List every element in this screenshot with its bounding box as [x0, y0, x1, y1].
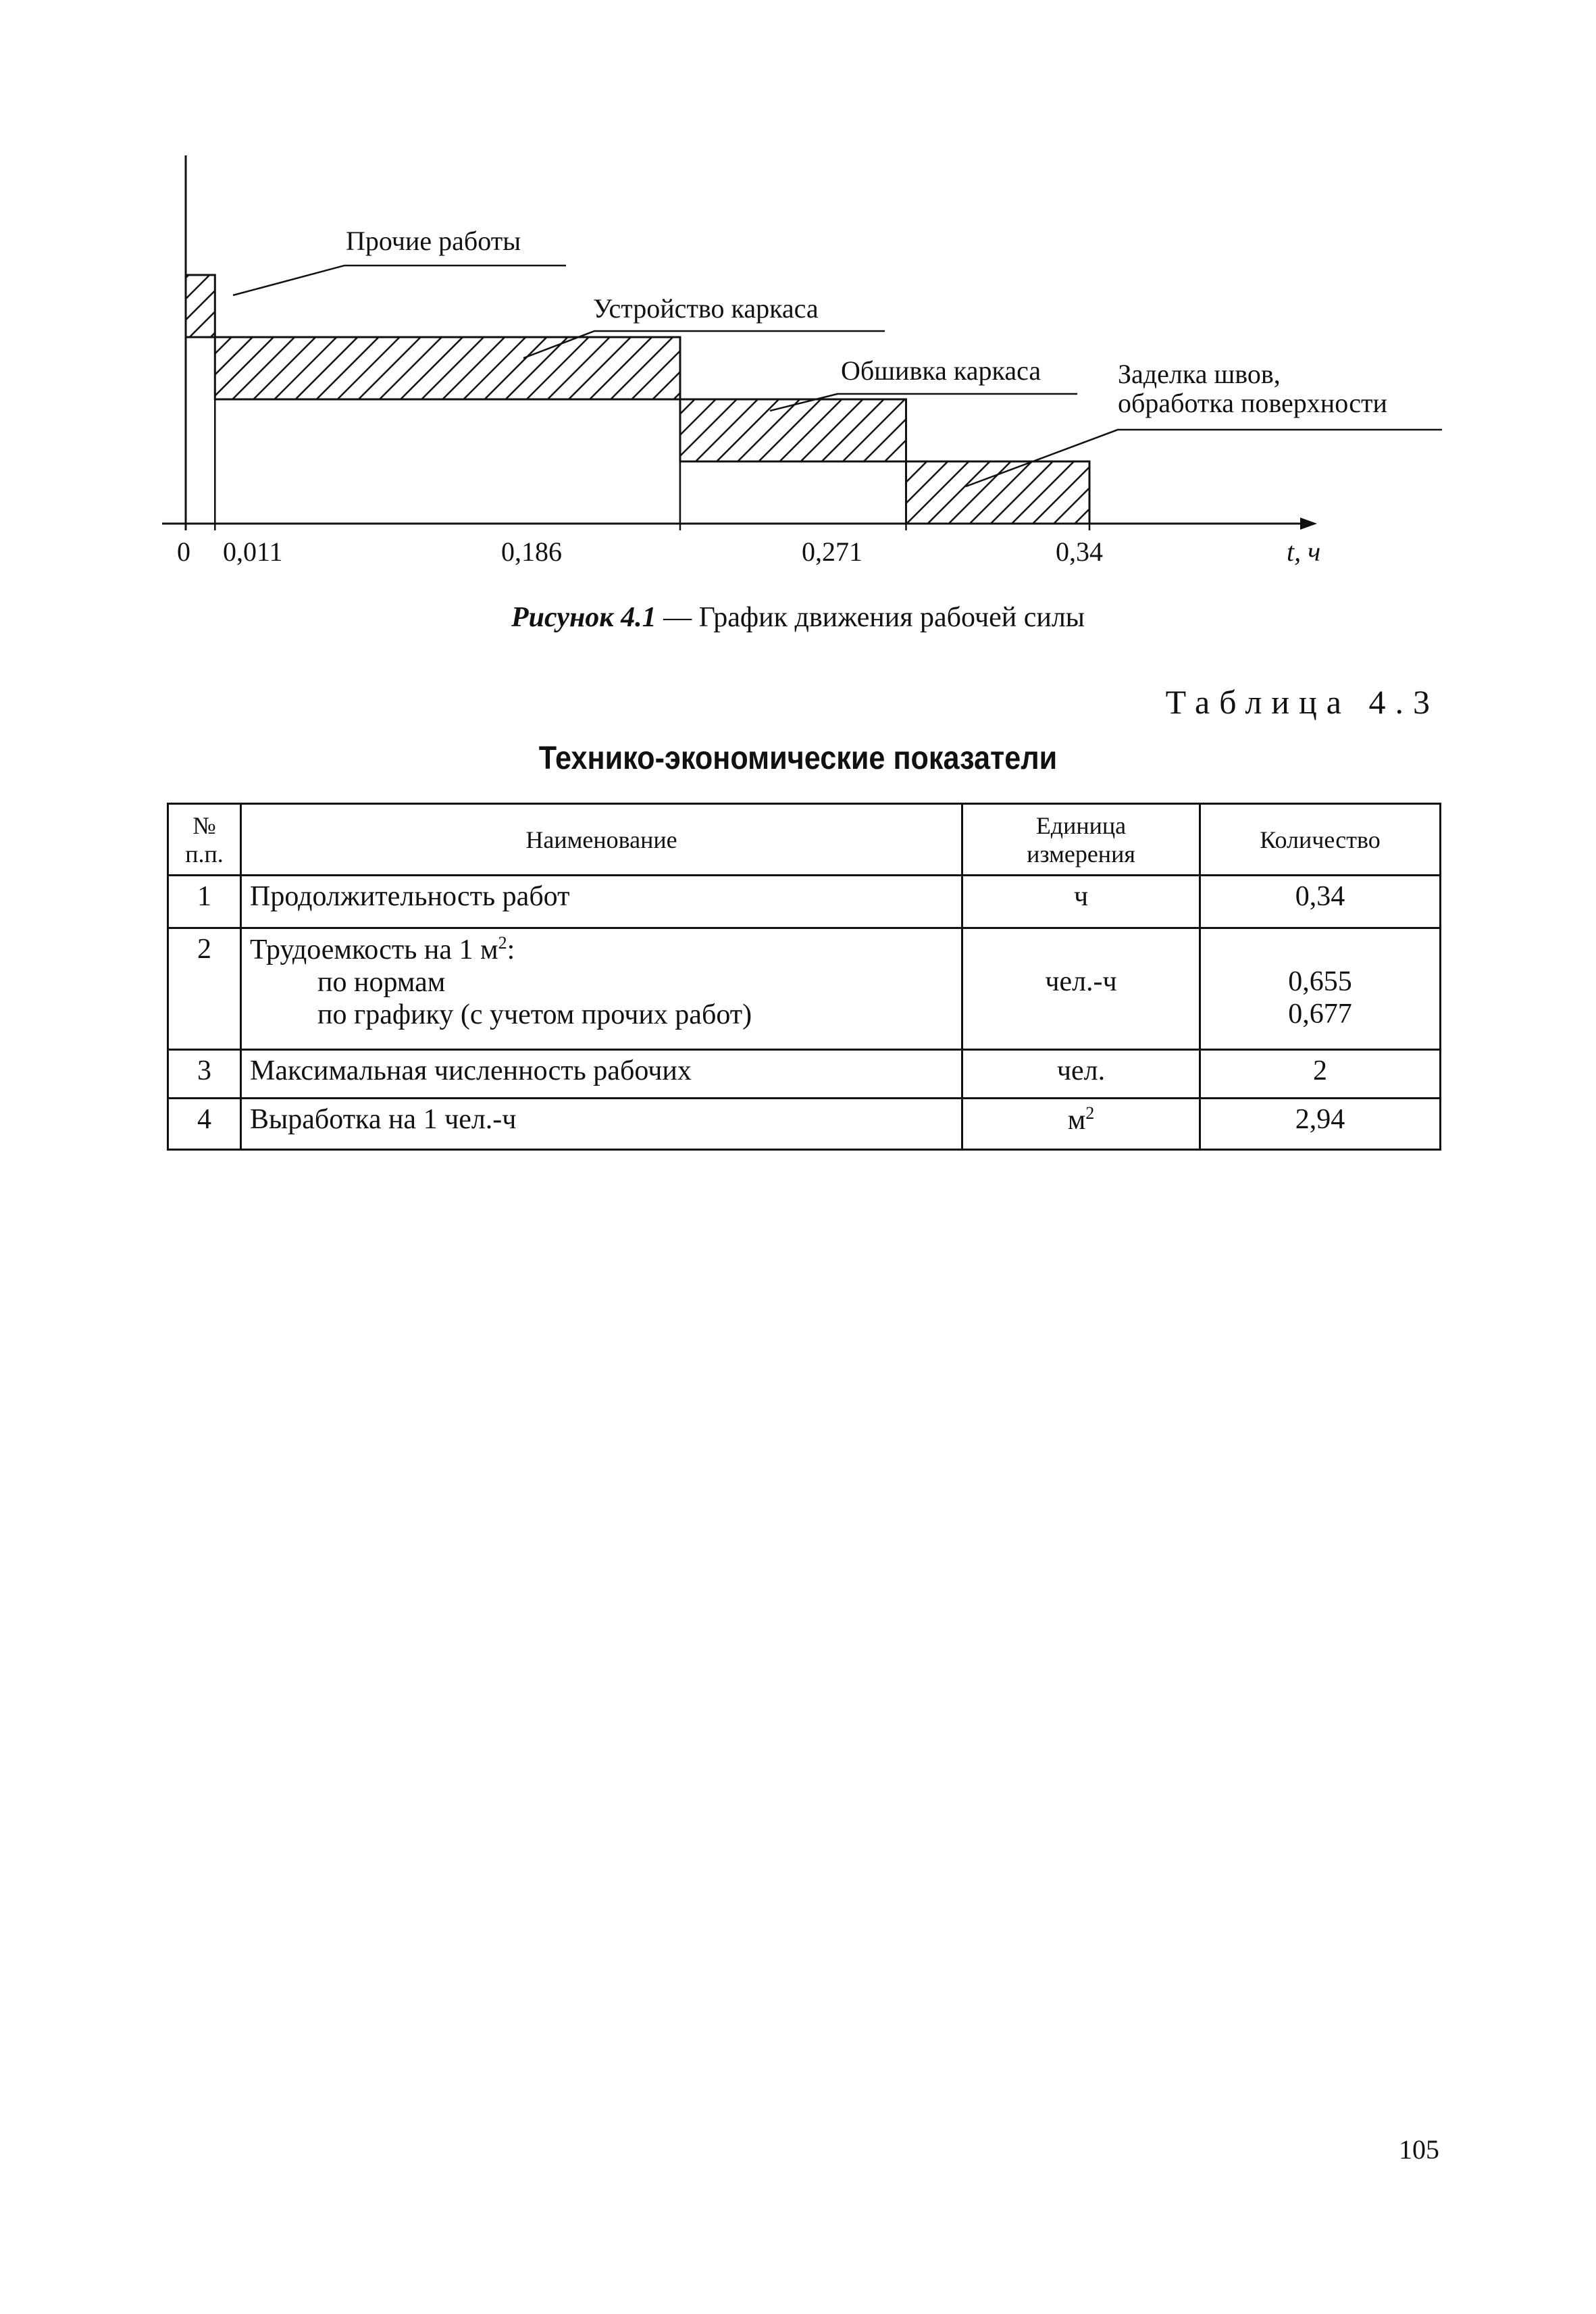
label-other-work: Прочие работы: [346, 226, 521, 256]
row-unit: чел.-ч: [962, 928, 1200, 1050]
figure-caption-text: — График движения рабочей силы: [656, 602, 1085, 633]
header-qty: Количество: [1200, 804, 1441, 876]
row-subitem: по графику (с учетом прочих работ): [317, 999, 752, 1030]
bar-hatched-2: [215, 337, 680, 399]
table-row: [168, 1099, 1441, 1150]
axis-origin-label: 0: [177, 536, 190, 567]
bar-hatched-1: [186, 275, 215, 337]
row-qty: 2: [1200, 1050, 1441, 1099]
header-unit: Единица измерения: [962, 804, 1200, 876]
row-qty: 0,34: [1200, 876, 1441, 928]
row-subitem: по нормам: [317, 967, 446, 998]
table-row: [168, 876, 1441, 928]
page-number: 105: [1399, 2134, 1439, 2165]
label-frame-install: Устройство каркаса: [593, 293, 819, 324]
figure-caption: [0, 601, 1596, 634]
row-name: Продолжительность работ: [241, 876, 962, 928]
row-qty: 2,94: [1200, 1099, 1441, 1150]
x-axis-arrow: [1300, 518, 1317, 530]
row-num: 2: [168, 928, 241, 1050]
row-num: 1: [168, 876, 241, 928]
table-row: [168, 928, 1441, 1050]
row-unit: $м^2$: [962, 1099, 1200, 1150]
row-name: Выработка на 1 чел.-ч: [241, 1099, 962, 1150]
table-header-row: [168, 804, 1441, 876]
table-row: [168, 1050, 1441, 1099]
tick-label-1: 0,011: [223, 536, 283, 567]
bar-hatched-3: [680, 399, 906, 461]
bar-base-2: [215, 399, 680, 524]
bar-base-1: [186, 337, 215, 524]
leader-other-work: [233, 266, 566, 295]
row-qty: 0,655 0,677: [1200, 928, 1441, 1050]
row-name: Максимальная численность рабочих: [241, 1050, 962, 1099]
table-label: Таблица 4.3: [1165, 683, 1439, 721]
tick-label-4: 0,34: [1056, 536, 1103, 567]
indicators-table: [167, 803, 1441, 1151]
bar-base-3: [680, 461, 906, 524]
row-unit: чел.: [962, 1050, 1200, 1099]
row-num: 3: [168, 1050, 241, 1099]
row-num: 4: [168, 1099, 241, 1150]
axis-unit-label: t, ч: [1287, 536, 1321, 567]
row-name: Трудоемкость на 1 $м^2$: по нормам по графику (с учетом прочих работ): [241, 928, 962, 1050]
figure-caption-number: Рисунок 4.1: [511, 602, 657, 633]
label-frame-sheathing: Обшивка каркаса: [841, 355, 1041, 386]
header-num: № п.п.: [168, 804, 241, 876]
bar-hatched-4: [906, 461, 1089, 524]
label-seam-sealing-2: обработка поверхности: [1118, 388, 1387, 418]
table-title: Технико-экономические показатели: [538, 740, 1058, 776]
tick-label-3: 0,271: [802, 536, 863, 567]
label-seam-sealing-1: Заделка швов,: [1118, 359, 1281, 389]
tick-label-2: 0,186: [501, 536, 562, 567]
row-unit: ч: [962, 876, 1200, 928]
header-name: Наименование: [241, 804, 962, 876]
workforce-chart: [0, 0, 1596, 595]
